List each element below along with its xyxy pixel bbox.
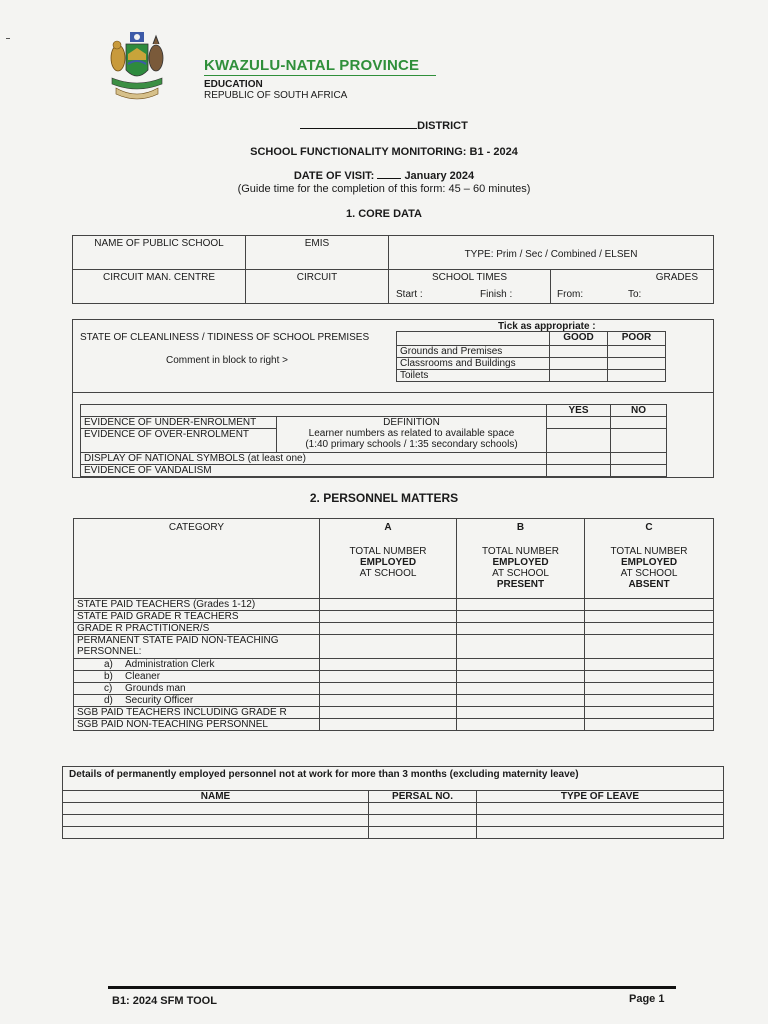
present-count-cell[interactable]	[457, 695, 585, 707]
cleanliness-label: STATE OF CLEANLINESS / TIDINESS OF SCHOOL PREMISES	[80, 332, 370, 343]
personnel-subrow	[74, 695, 320, 707]
column-b-header	[457, 519, 585, 599]
personnel-row-label: GRADE R PRACTITIONER/S	[74, 623, 320, 635]
column-c-line-3: AT SCHOOL	[620, 568, 678, 579]
enrolment-header-blank	[81, 405, 547, 417]
cleanliness-table	[396, 331, 666, 382]
cleanliness-comment: Comment in block to right >	[166, 355, 288, 366]
present-count-cell[interactable]	[457, 659, 585, 671]
absent-count-cell[interactable]	[585, 671, 714, 683]
column-c-line-4: ABSENT	[628, 579, 670, 590]
department-name: EDUCATION	[204, 79, 263, 90]
poor-checkbox[interactable]	[608, 370, 666, 382]
date-value: January 2024	[404, 170, 475, 182]
personnel-row-label: SGB PAID NON-TEACHING PERSONNEL	[74, 719, 320, 731]
absent-count-cell[interactable]	[585, 659, 714, 671]
leave-type-header: TYPE OF LEAVE	[477, 791, 724, 803]
poor-checkbox[interactable]	[608, 358, 666, 370]
tick-instruction: Tick as appropriate :	[498, 321, 596, 332]
start-label: Start :	[396, 289, 423, 300]
yes-checkbox[interactable]	[547, 417, 611, 429]
yes-checkbox[interactable]	[547, 453, 611, 465]
leave-type-cell[interactable]	[477, 803, 724, 815]
to-label: To:	[628, 289, 642, 300]
district-line	[0, 120, 768, 132]
district-blank[interactable]	[300, 128, 417, 129]
guide-time: (Guide time for the completion of this form: 45 – 60 minutes)	[237, 183, 531, 195]
no-checkbox[interactable]	[611, 453, 667, 465]
column-a-line-1: TOTAL NUMBER	[349, 546, 427, 557]
personnel-row-label: Administration Clerk	[125, 659, 215, 670]
emis-label: EMIS	[304, 238, 330, 249]
circuit-centre-field[interactable]	[73, 270, 246, 304]
persal-header: PERSAL NO.	[369, 791, 477, 803]
under-enrolment-label: EVIDENCE OF UNDER-ENROLMENT	[81, 417, 277, 429]
cleanliness-row-label: Grounds and Premises	[397, 346, 550, 358]
present-count-cell[interactable]	[457, 671, 585, 683]
subrow-marker: c)	[104, 683, 113, 694]
absent-count-cell[interactable]	[585, 623, 714, 635]
school-times-field[interactable]	[389, 270, 551, 304]
yes-header: YES	[547, 405, 611, 417]
emis-field[interactable]	[246, 236, 389, 270]
leave-type-cell[interactable]	[477, 827, 724, 839]
personnel-table	[73, 518, 714, 731]
leave-type-cell[interactable]	[477, 815, 724, 827]
name-cell[interactable]	[63, 815, 369, 827]
present-count-cell[interactable]	[457, 683, 585, 695]
yes-checkbox[interactable]	[547, 429, 611, 453]
cleanliness-header-blank	[397, 332, 550, 346]
column-c-header	[585, 519, 714, 599]
no-checkbox[interactable]	[611, 429, 667, 453]
column-a-line-2: EMPLOYED	[359, 557, 417, 568]
yes-checkbox[interactable]	[547, 465, 611, 477]
enrolment-table	[80, 404, 667, 477]
form-title: SCHOOL FUNCTIONALITY MONITORING: B1 - 2024	[250, 146, 518, 158]
column-b-line-3: AT SCHOOL	[492, 568, 549, 579]
district-label: DISTRICT	[417, 120, 468, 132]
definition-cell	[277, 417, 547, 453]
employed-count-cell[interactable]	[320, 719, 457, 731]
school-times-label: SCHOOL TIMES	[431, 272, 507, 283]
employed-count-cell[interactable]	[320, 599, 457, 611]
absent-count-cell[interactable]	[585, 683, 714, 695]
absent-count-cell[interactable]	[585, 719, 714, 731]
absent-count-cell[interactable]	[585, 635, 714, 659]
country-name: REPUBLIC OF SOUTH AFRICA	[204, 90, 348, 101]
from-label: From:	[557, 289, 584, 300]
footer-rule	[108, 986, 676, 989]
no-header: NO	[611, 405, 667, 417]
employed-count-cell[interactable]	[320, 635, 457, 659]
present-count-cell[interactable]	[457, 719, 585, 731]
finish-label: Finish :	[480, 289, 513, 300]
personnel-subrow	[74, 671, 320, 683]
column-b-line-4: PRESENT	[496, 579, 545, 590]
present-count-cell[interactable]	[457, 611, 585, 623]
name-cell[interactable]	[63, 827, 369, 839]
category-header: CATEGORY	[74, 519, 320, 599]
column-b-line-1: TOTAL NUMBER	[481, 546, 560, 557]
personnel-row-label: Grounds man	[125, 683, 186, 694]
school-type-label: TYPE: Prim / Sec / Combined / ELSEN	[464, 249, 638, 260]
definition-line-2: (1:40 primary schools / 1:35 secondary schools)	[305, 439, 518, 450]
column-c-letter: C	[645, 522, 653, 533]
column-a-line-3: AT SCHOOL	[359, 568, 417, 579]
scan-mark	[6, 38, 10, 39]
name-cell[interactable]	[63, 803, 369, 815]
header-rule	[204, 75, 436, 76]
name-header: NAME	[63, 791, 369, 803]
school-name-field[interactable]	[73, 236, 246, 270]
over-enrolment-label: EVIDENCE OF OVER-ENROLMENT	[81, 429, 277, 453]
core-data-heading: 1. CORE DATA	[346, 208, 422, 220]
national-symbols-label: DISPLAY OF NATIONAL SYMBOLS (at least one)	[81, 453, 547, 465]
no-checkbox[interactable]	[611, 417, 667, 429]
footer-tool-name: B1: 2024 SFM TOOL	[112, 995, 217, 1007]
good-header: GOOD	[550, 332, 608, 346]
no-checkbox[interactable]	[611, 465, 667, 477]
employed-count-cell[interactable]	[320, 611, 457, 623]
good-checkbox[interactable]	[550, 370, 608, 382]
absent-count-cell[interactable]	[585, 599, 714, 611]
employed-count-cell[interactable]	[320, 671, 457, 683]
personnel-heading: 2. PERSONNEL MATTERS	[309, 491, 459, 505]
present-count-cell[interactable]	[457, 635, 585, 659]
date-line	[0, 170, 768, 182]
poor-checkbox[interactable]	[608, 346, 666, 358]
column-b-line-2: EMPLOYED	[492, 557, 549, 568]
vandalism-label: EVIDENCE OF VANDALISM	[81, 465, 547, 477]
subrow-marker: b)	[104, 671, 113, 682]
page-number: Page 1	[629, 993, 665, 1005]
poor-header: POOR	[608, 332, 666, 346]
school-type-field[interactable]	[389, 236, 714, 270]
personnel-subrow	[74, 659, 320, 671]
personnel-row-label: SGB PAID TEACHERS INCLUDING GRADE R	[74, 707, 320, 719]
coat-of-arms-icon	[108, 30, 166, 104]
date-label: DATE OF VISIT:	[293, 170, 375, 182]
circuit-field[interactable]	[246, 270, 389, 304]
personnel-subrow	[74, 683, 320, 695]
premises-divider	[72, 392, 713, 393]
personnel-row-label: Cleaner	[125, 671, 161, 682]
subrow-marker: a)	[104, 659, 113, 670]
employed-count-cell[interactable]	[320, 695, 457, 707]
circuit-label: CIRCUIT	[296, 272, 338, 283]
good-checkbox[interactable]	[550, 358, 608, 370]
subrow-marker: d)	[104, 695, 113, 706]
personnel-row-label: PERMANENT STATE PAID NON-TEACHING PERSONNEL:	[74, 635, 320, 659]
present-count-cell[interactable]	[457, 623, 585, 635]
column-b-letter: B	[516, 522, 525, 533]
circuit-centre-label: CIRCUIT MAN. CENTRE	[102, 272, 216, 283]
employed-count-cell[interactable]	[320, 659, 457, 671]
employed-count-cell[interactable]	[320, 683, 457, 695]
personnel-row-label: STATE PAID TEACHERS (Grades 1-12)	[74, 599, 320, 611]
absent-count-cell[interactable]	[585, 695, 714, 707]
grades-field[interactable]	[551, 270, 714, 304]
absent-count-cell[interactable]	[585, 611, 714, 623]
column-c-line-1: TOTAL NUMBER	[610, 546, 688, 557]
persal-cell[interactable]	[369, 803, 477, 815]
column-c-line-2: EMPLOYED	[620, 557, 678, 568]
definition-line-1: Learner numbers as related to available space	[308, 428, 515, 439]
good-checkbox[interactable]	[550, 346, 608, 358]
cleanliness-row-label: Classrooms and Buildings	[397, 358, 550, 370]
column-a-header	[320, 519, 457, 599]
definition-heading: DEFINITION	[383, 417, 440, 428]
persal-cell[interactable]	[369, 827, 477, 839]
province-name: KWAZULU-NATAL PROVINCE	[204, 57, 420, 74]
core-data-table	[72, 235, 714, 304]
present-count-cell[interactable]	[457, 599, 585, 611]
date-blank[interactable]	[377, 178, 401, 179]
absence-title: Details of permanently employed personnel not at work for more than 3 months (excluding maternity leave)	[63, 767, 724, 791]
cleanliness-row-label: Toilets	[397, 370, 550, 382]
present-count-cell[interactable]	[457, 707, 585, 719]
personnel-row-label: Security Officer	[125, 695, 194, 706]
employed-count-cell[interactable]	[320, 623, 457, 635]
absence-table	[62, 766, 724, 839]
school-name-label: NAME OF PUBLIC SCHOOL	[94, 238, 224, 249]
personnel-row-label: STATE PAID GRADE R TEACHERS	[74, 611, 320, 623]
absent-count-cell[interactable]	[585, 707, 714, 719]
employed-count-cell[interactable]	[320, 707, 457, 719]
persal-cell[interactable]	[369, 815, 477, 827]
column-a-letter: A	[384, 522, 392, 533]
grades-label: GRADES	[655, 272, 698, 283]
